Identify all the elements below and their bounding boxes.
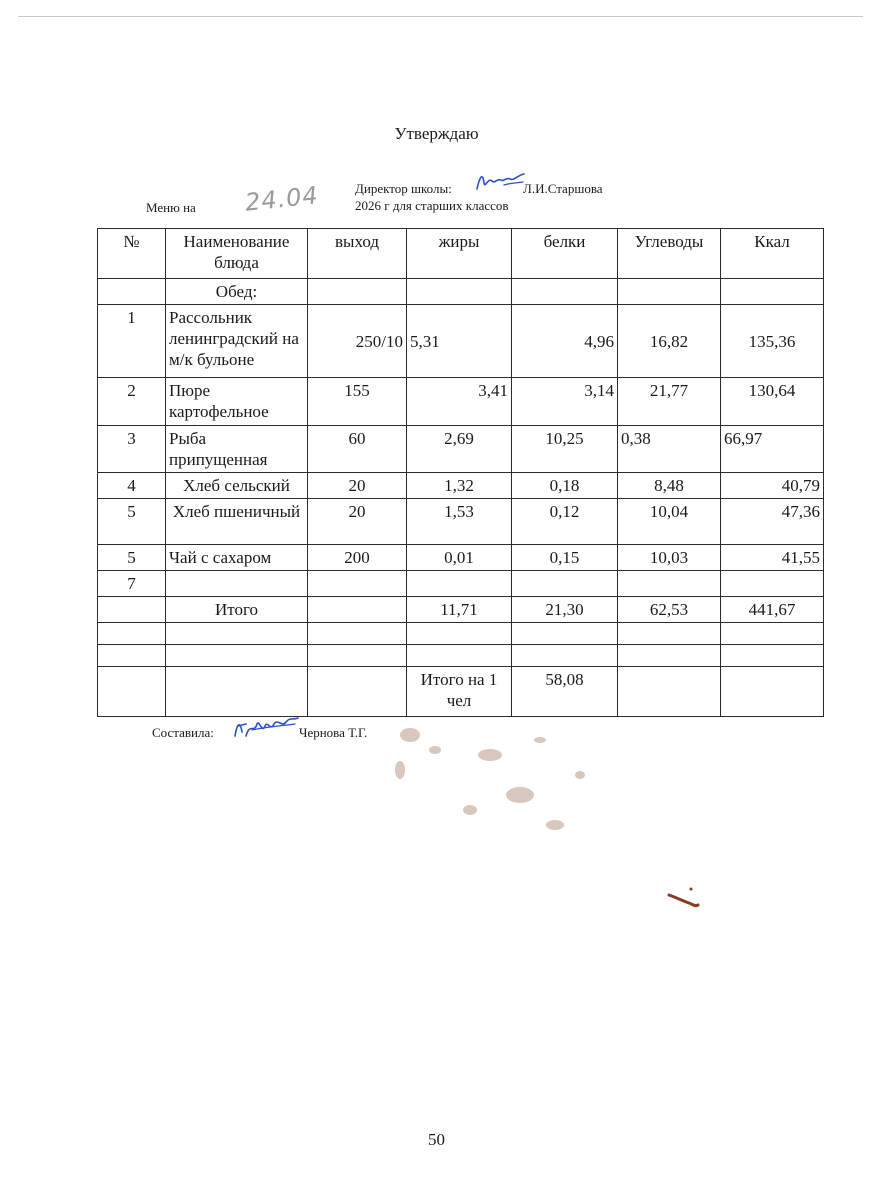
approval-date-line: 2026 г для старших классов	[355, 198, 509, 213]
total-label: Итого	[166, 597, 308, 623]
empty-row	[98, 645, 824, 667]
dish-name: Пюре картофельное	[166, 378, 308, 426]
dish-output: 200	[308, 545, 407, 571]
col-fat-header: жиры	[407, 229, 512, 279]
dish-output: 20	[308, 499, 407, 545]
dish-protein: 4,96	[512, 305, 618, 378]
dish-protein: 0,15	[512, 545, 618, 571]
dish-kcal: 135,36	[721, 305, 824, 378]
row-number: 3	[98, 426, 166, 473]
col-protein-header: белки	[512, 229, 618, 279]
col-output-header: выход	[308, 229, 407, 279]
row-number: 4	[98, 473, 166, 499]
dish-name: Рассольник ленинградский на м/к бульоне	[166, 305, 308, 378]
total-kcal: 441,67	[721, 597, 824, 623]
table-row	[98, 378, 824, 426]
dish-carb: 21,77	[618, 378, 721, 426]
row-number: 1	[98, 305, 166, 378]
table-row	[98, 499, 824, 545]
composed-label: Составила:	[152, 725, 214, 740]
dish-fat: 3,41	[407, 378, 512, 426]
per-person-value: 58,08	[512, 667, 618, 717]
menu-label: Меню на	[146, 200, 196, 215]
dish-fat: 0,01	[407, 545, 512, 571]
paper-stains	[380, 715, 620, 845]
table-row	[98, 426, 824, 473]
table-row	[98, 305, 824, 378]
dish-kcal: 130,64	[721, 378, 824, 426]
dish-protein: 0,12	[512, 499, 618, 545]
empty-row	[98, 623, 824, 645]
total-fat: 11,71	[407, 597, 512, 623]
col-carb-header: Углеводы	[618, 229, 721, 279]
dish-kcal: 41,55	[721, 545, 824, 571]
dish-kcal: 66,97	[721, 426, 824, 473]
dish-output: 60	[308, 426, 407, 473]
total-carb: 62,53	[618, 597, 721, 623]
table-row	[98, 545, 824, 571]
composer-name: Чернова Т.Г.	[299, 725, 368, 740]
dish-kcal: 47,36	[721, 499, 824, 545]
dish-kcal: 40,79	[721, 473, 824, 499]
dish-fat: 5,31	[407, 305, 512, 378]
dish-name: Хлеб сельский	[166, 473, 308, 499]
per-person-row	[98, 667, 824, 717]
per-person-label: Итого на 1 чел	[407, 667, 512, 717]
row-number: 2	[98, 378, 166, 426]
row-number: 5	[98, 499, 166, 545]
dish-fat: 1,53	[407, 499, 512, 545]
dish-fat: 1,32	[407, 473, 512, 499]
col-number-header: №	[98, 229, 166, 279]
dish-fat: 2,69	[407, 426, 512, 473]
ink-blot	[665, 885, 705, 910]
dish-protein: 3,14	[512, 378, 618, 426]
dish-carb: 10,04	[618, 499, 721, 545]
director-name: Л.И.Старшова	[523, 181, 603, 196]
table-row	[98, 571, 824, 597]
scan-edge-line	[18, 16, 863, 17]
dish-output: 250/10	[308, 305, 407, 378]
col-kcal-header: Ккал	[721, 229, 824, 279]
dish-carb: 16,82	[618, 305, 721, 378]
table-row	[98, 473, 824, 499]
dish-name: Хлеб пшеничный	[166, 499, 308, 545]
section-row	[98, 279, 824, 305]
dish-output: 20	[308, 473, 407, 499]
handwritten-date: 24.04	[243, 181, 320, 217]
row-number: 7	[98, 571, 166, 597]
dish-protein: 0,18	[512, 473, 618, 499]
total-row	[98, 597, 824, 623]
director-label: Директор школы:	[355, 181, 452, 196]
director-signature	[474, 171, 526, 193]
approval-title: Утверждаю	[394, 124, 479, 143]
total-protein: 21,30	[512, 597, 618, 623]
dish-carb: 10,03	[618, 545, 721, 571]
dish-name: Рыба припущенная	[166, 426, 308, 473]
dish-carb: 8,48	[618, 473, 721, 499]
col-name-header: Наименование блюда	[166, 229, 308, 279]
composer-signature	[232, 714, 300, 742]
table-header-row	[98, 229, 824, 279]
dish-carb: 0,38	[618, 426, 721, 473]
page-number: 50	[428, 1130, 445, 1149]
dish-protein: 10,25	[512, 426, 618, 473]
dish-name: Чай с сахаром	[166, 545, 308, 571]
menu-table	[97, 228, 824, 717]
row-number: 5	[98, 545, 166, 571]
dish-output: 155	[308, 378, 407, 426]
section-label: Обед:	[166, 279, 308, 305]
